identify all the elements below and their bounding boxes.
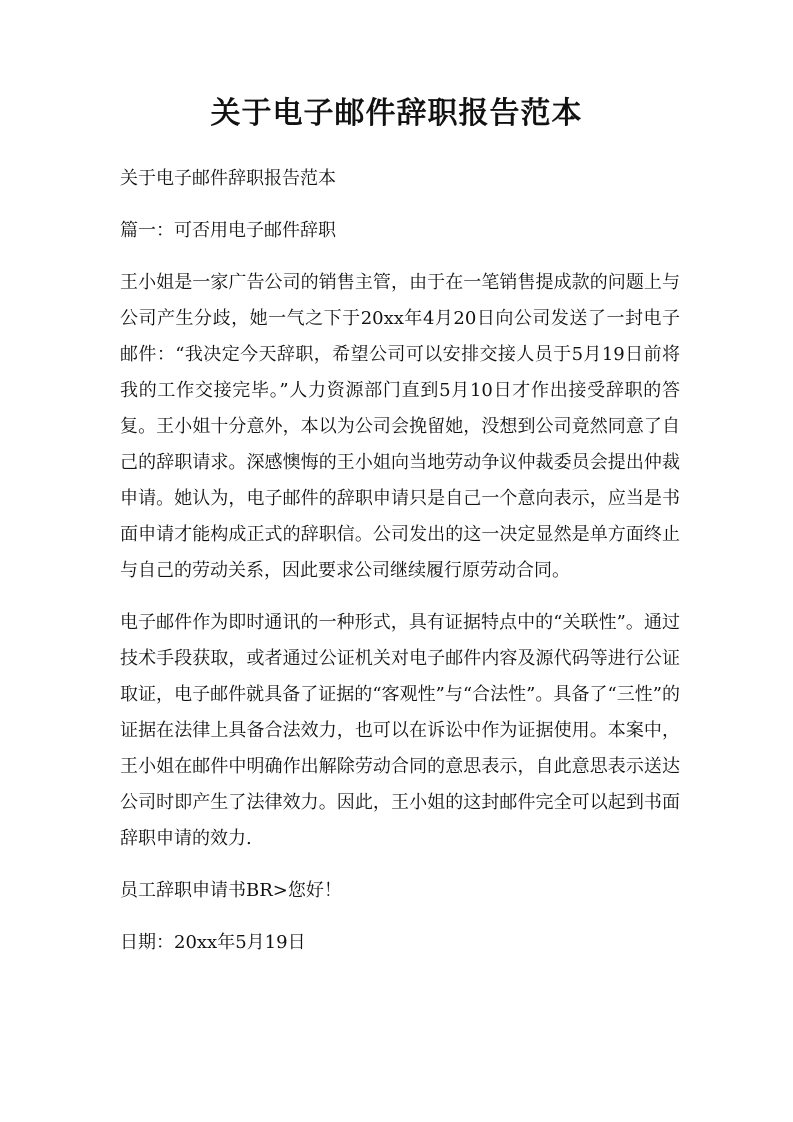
body-paragraph-2: 电子邮件作为即时通讯的一种形式，具有证据特点中的“关联性”。通过技术手段获取，或者通过公证机关对电子邮件内容及源代码等进行公证取证，电子邮件就具备了证据的“客观性”与“合法性”。具备了“三性”的证据在法律上具备合法效力，也可以在诉讼中作为证据使用。本案中，王小姐在邮件中明确作出解除劳动合同的意思表示，自此意思表示送达公司时即产生了法律效力。因此，王小姐的这封邮件完全可以起到书面辞职申请的效力. (120, 612, 680, 849)
subtitle-line: 关于电子邮件辞职报告范本 (120, 168, 336, 189)
document-body (120, 161, 680, 977)
date-line: 日期：20xx年5月19日 (120, 932, 306, 953)
section-heading: 篇一：可否用电子邮件辞职 (120, 220, 336, 241)
body-paragraph-1: 王小姐是一家广告公司的销售主管，由于在一笔销售提成款的问题上与公司产生分歧，她一气之下于20xx年4月20日向公司发送了一封电子邮件：“我决定今天辞职，希望公司可以安排交接人员于5月19日前将我的工作交接完毕。”人力资源部门直到5月10日才作出接受辞职的答复。王小姐十分意外，本以为公司会挽留她，没想到公司竟然同意了自己的辞职请求。深感懊悔的王小姐向当地劳动争议仲裁委员会提出仲裁申请。她认为，电子邮件的辞职申请只是自己一个意向表示，应当是书面申请才能构成正式的辞职信。公司发出的这一决定显然是单方面终止与自己的劳动关系，因此要求公司继续履行原劳动合同。 (120, 272, 680, 581)
document-title: 关于电子邮件辞职报告范本 (210, 96, 583, 131)
greeting-line: 员工辞职申请书BR>您好！ (120, 880, 342, 901)
